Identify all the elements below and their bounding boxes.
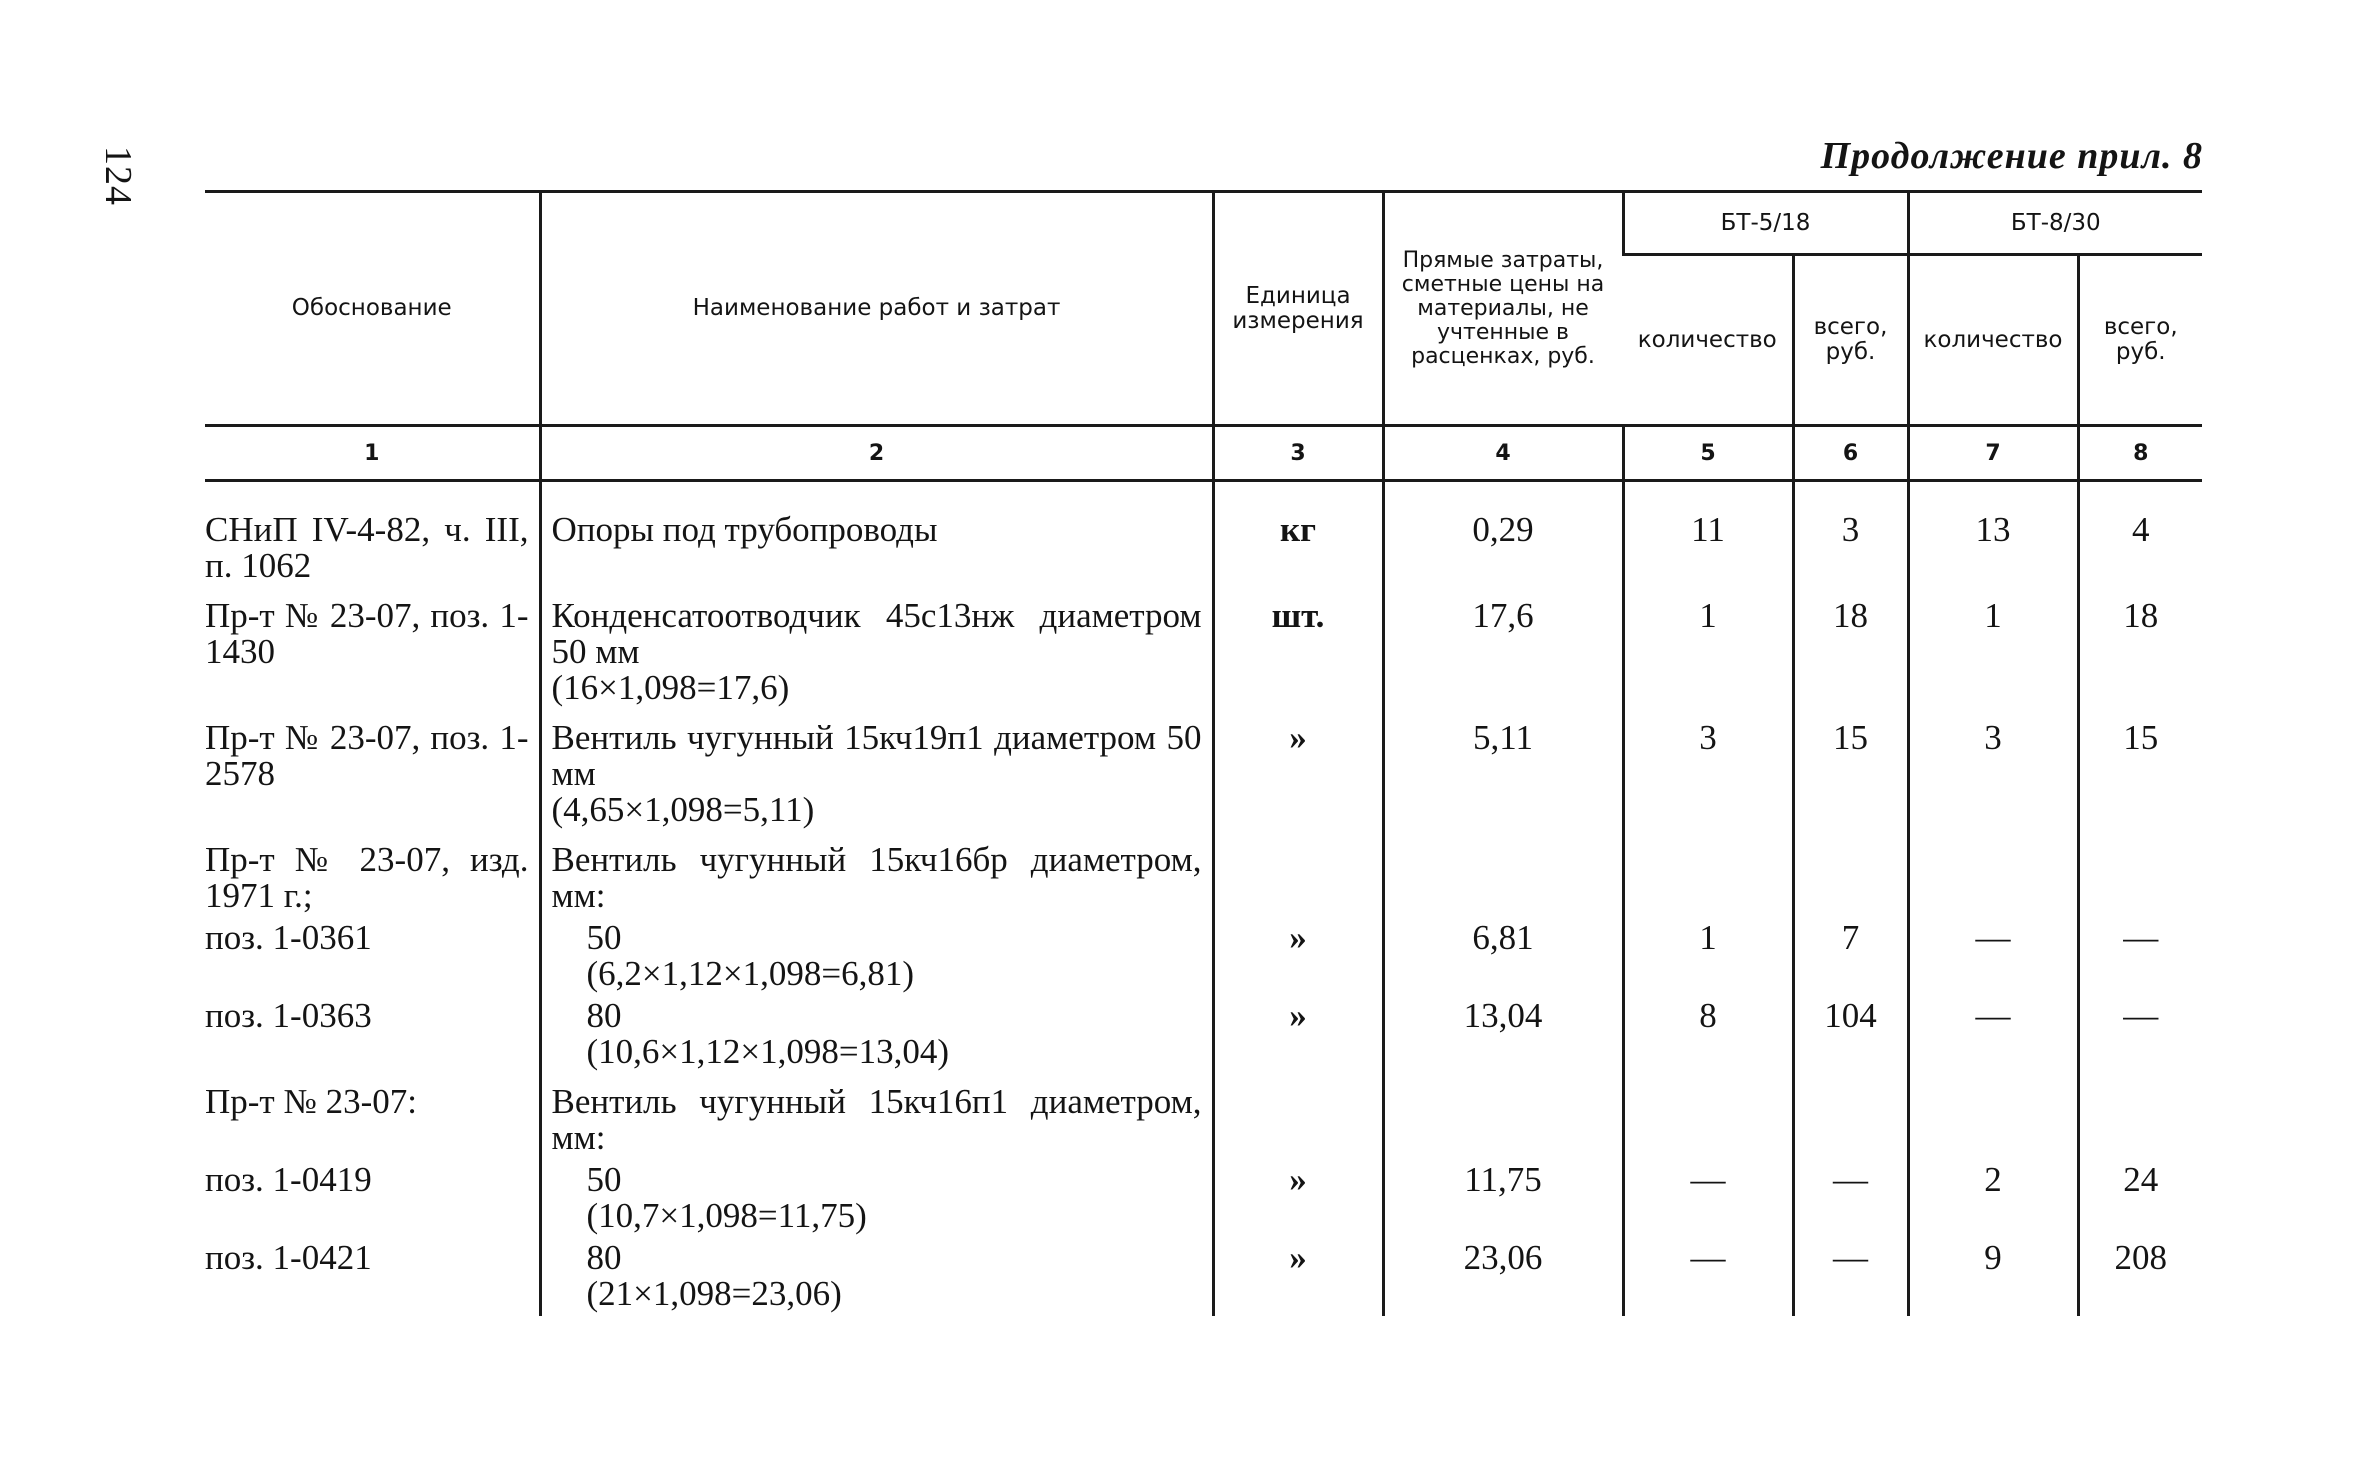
cell-qty-b: 2	[1908, 1158, 2078, 1236]
table-row	[205, 1158, 2202, 1236]
column-number: 1	[205, 426, 540, 481]
table-row	[205, 481, 2202, 595]
cell-total-a: 7	[1793, 916, 1908, 994]
continuation-label: Продолжение прил. 8	[1820, 135, 2203, 177]
cell-price: 13,04	[1383, 994, 1623, 1080]
header-qty-b: количество	[1908, 255, 2078, 426]
cell-qty-a: 1	[1623, 916, 1793, 994]
cell-qty-b: —	[1908, 994, 2078, 1080]
cell-qty-a: 11	[1623, 481, 1793, 595]
name-line: 50	[586, 918, 622, 957]
cell-total-b: —	[2078, 994, 2202, 1080]
cell-total-b: 208	[2078, 1236, 2202, 1316]
cell-price: 11,75	[1383, 1158, 1623, 1236]
cell-name	[540, 1080, 1213, 1158]
cell-name	[540, 716, 1213, 838]
header-direct-costs: Прямые затраты, сметные цены на материалы, не учтенные в расценках, руб.	[1383, 192, 1623, 426]
cell-total-a: —	[1793, 1158, 1908, 1236]
column-number: 3	[1213, 426, 1383, 481]
cell-price: 17,6	[1383, 594, 1623, 716]
cell-price: 0,29	[1383, 481, 1623, 595]
cell-total-b: 15	[2078, 716, 2202, 838]
cell-basis: Пр-т № 23-07:	[205, 1082, 417, 1121]
name-line: 50	[586, 1160, 622, 1199]
cell-unit: »	[1213, 716, 1383, 838]
header-total-a: всего, руб.	[1793, 255, 1908, 426]
column-number: 5	[1623, 426, 1793, 481]
table-row	[205, 1236, 2202, 1316]
cell-qty-b: 13	[1908, 481, 2078, 595]
cell-unit: »	[1213, 916, 1383, 994]
cell-total-a: 15	[1793, 716, 1908, 838]
table-row	[205, 916, 2202, 994]
cell-basis: поз. 1-0361	[205, 918, 372, 957]
cell-name	[540, 594, 1213, 716]
cell-qty-b: 1	[1908, 594, 2078, 716]
cell-basis: поз. 1-0363	[205, 996, 372, 1035]
header-group-b: БТ-8/30	[1908, 192, 2202, 255]
column-number: 8	[2078, 426, 2202, 481]
cell-name	[540, 1236, 1213, 1316]
cell-basis: СНиП IV-4-82, ч. III, п. 1062	[205, 510, 529, 585]
name-line: (21×1,098=23,06)	[586, 1274, 842, 1313]
cell-name	[540, 916, 1213, 994]
cell-total-b: 4	[2078, 481, 2202, 595]
cell-basis: Пр-т № 23-07, изд. 1971 г.;	[205, 840, 529, 915]
cell-total-a: —	[1793, 1236, 1908, 1316]
cell-name	[540, 1158, 1213, 1236]
table-row	[205, 994, 2202, 1080]
table-row	[205, 1080, 2202, 1158]
header-basis: Обоснование	[205, 192, 540, 426]
name-line: (16×1,098=17,6)	[551, 668, 790, 707]
table-row	[205, 716, 2202, 838]
cell-total-a: 3	[1793, 481, 1908, 595]
cell-unit: шт.	[1213, 594, 1383, 716]
header-name: Наименование работ и затрат	[540, 192, 1213, 426]
name-line: Вентиль чугунный 15кч16бр диаметром, мм:	[551, 840, 1202, 915]
cell-unit: кг	[1213, 481, 1383, 595]
table-row	[205, 594, 2202, 716]
name-line: Конденсатоотводчик 45с13нж диаметром 50 мм	[551, 596, 1202, 671]
name-line: (6,2×1,12×1,098=6,81)	[586, 954, 915, 993]
header-group-a: БТ-5/18	[1623, 192, 1908, 255]
cell-basis: поз. 1-0419	[205, 1160, 372, 1199]
name-line: (4,65×1,098=5,11)	[551, 790, 815, 829]
cell-name	[540, 481, 1213, 595]
cell-unit: »	[1213, 1236, 1383, 1316]
cell-qty-a: 8	[1623, 994, 1793, 1080]
cell-qty-b: 3	[1908, 716, 2078, 838]
header-unit: Единица измерения	[1213, 192, 1383, 426]
cell-total-b: 24	[2078, 1158, 2202, 1236]
cell-price: 5,11	[1383, 716, 1623, 838]
cell-qty-a: 1	[1623, 594, 1793, 716]
page-number: 124	[97, 146, 139, 206]
column-number: 2	[540, 426, 1213, 481]
name-line: (10,6×1,12×1,098=13,04)	[586, 1032, 950, 1071]
cell-price: 23,06	[1383, 1236, 1623, 1316]
cell-total-b: 18	[2078, 594, 2202, 716]
name-line: 80	[586, 1238, 622, 1277]
cell-name	[540, 994, 1213, 1080]
cell-price: 6,81	[1383, 916, 1623, 994]
cell-qty-a: —	[1623, 1158, 1793, 1236]
name-line: Опоры под трубопроводы	[551, 510, 938, 549]
header-qty-a: количество	[1637, 326, 1777, 353]
cell-qty-a: 3	[1623, 716, 1793, 838]
cell-basis: Пр-т № 23-07, поз. 1-1430	[205, 596, 529, 671]
column-number: 4	[1383, 426, 1623, 481]
estimate-table	[205, 190, 2202, 1316]
name-line: Вентиль чугунный 15кч16п1 диаметром, мм:	[551, 1082, 1202, 1157]
table-row	[205, 838, 2202, 916]
cell-total-a: 104	[1793, 994, 1908, 1080]
cell-qty-a: —	[1623, 1236, 1793, 1316]
cell-qty-b: —	[1908, 916, 2078, 994]
column-number: 7	[1908, 426, 2078, 481]
header-total-b: всего, руб.	[2078, 255, 2202, 426]
cell-unit: »	[1213, 1158, 1383, 1236]
cell-basis: поз. 1-0421	[205, 1238, 372, 1277]
cell-qty-b: 9	[1908, 1236, 2078, 1316]
cell-basis: Пр-т № 23-07, поз. 1-2578	[205, 718, 529, 793]
cell-name	[540, 838, 1213, 916]
cell-total-a: 18	[1793, 594, 1908, 716]
name-line: 80	[586, 996, 622, 1035]
cell-total-b: —	[2078, 916, 2202, 994]
column-number: 6	[1793, 426, 1908, 481]
cell-unit: »	[1213, 994, 1383, 1080]
name-line: Вентиль чугунный 15кч19п1 диаметром 50 мм	[551, 718, 1202, 793]
name-line: (10,7×1,098=11,75)	[586, 1196, 867, 1235]
